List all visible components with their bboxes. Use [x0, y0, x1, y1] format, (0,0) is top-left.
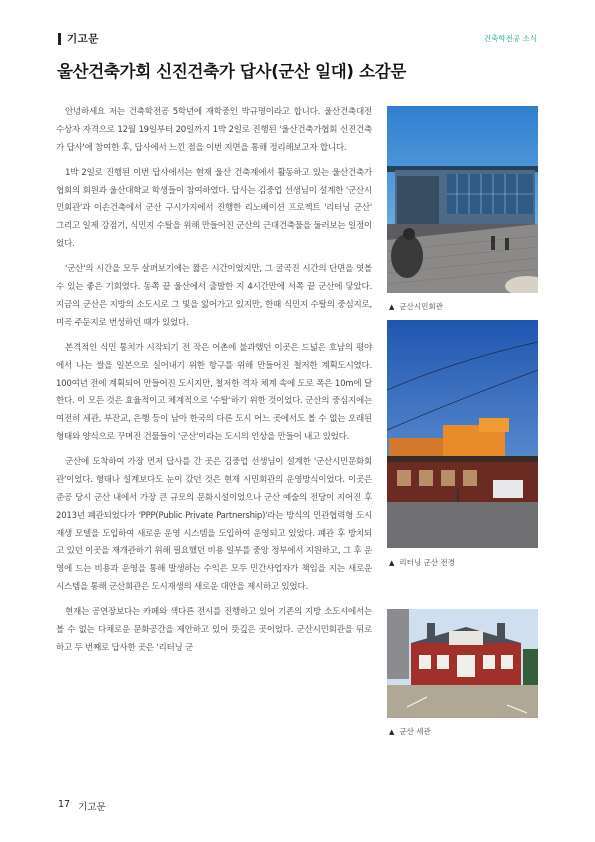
section-header — [58, 31, 99, 46]
photo-returning-gunsan — [387, 320, 538, 548]
paragraph: 본격적인 식민 통치가 시작되기 전 작은 어촌에 불과했던 이곳은 드넓은 호남의 평야에서 나는 쌀을 일본으로 실어내기 위한 항구를 위해 만들어진 철저한 계획도시였다. 100여년 전에 계획되어 만들어진 도시지만, 철저한 격자 체계 속에 도로 폭은 10m에 달한다. 이 모든 것은 효율적이고 체계적으로 '수탈'하기 위한 것이었다. 군산의 중심지에는 여전히 세관, 부잔교, 은행 등이 남아 한국의 다른 도시 어느 곳에서도 볼 수 없는 오래된 형태와 양식으로 꾸며진 건물들이 '군산'이라는 도시의 인상을 만들어 내고 있었다. — [56, 343, 372, 443]
paragraph: 1박 2일로 진행된 이번 답사에서는 현재 울산 건축계에서 활동하고 있는 울산건축가협회의 회원과 울산대학교 학생들이 참여하였다. 답사는 김중업 선생님이 설계한 '군산시민회관'과 이손건축에서 군산 구시가지에서 진행한 리노베이션 프로젝트 '리터닝 군산' 그리고 일제 강점기, 식민지 수탈을 위해 만들어진 군산의 근대건축물을 둘러보는 일정이었다. — [56, 167, 372, 250]
page-footer — [58, 799, 106, 813]
paragraph: 현재는 공연장보다는 카페와 색다른 전시를 진행하고 있어 기존의 지방 소도시에서는 볼 수 없는 다채로운 문화공간을 제안하고 있어 뜻깊은 곳이었다. 군산시민회관을 뒤로 하고 두 번째로 답사한 곳은 '리터닝 군 — [56, 607, 372, 653]
triangle-up-icon: ▲ — [389, 558, 395, 567]
category-label: 건축학전공 소식 — [483, 34, 537, 43]
photo-customs-house — [387, 609, 538, 718]
section-label: 기고문 — [67, 33, 99, 45]
paragraph: 군산에 도착하여 가장 먼저 답사를 간 곳은 김중업 선생님이 설계한 '군산시민문화회관'이었다. 형태나 설계보다도 눈이 갔던 것은 현재 시민회관의 운영방식이었다. 이곳은 준공 당시 군산 내에서 가장 큰 규모의 문화시설이었으나 군산 예술의 전당이 지어진 후 2013년 폐관되었다가 'PPP(Public Private Partnership)'라는 방식의 민관협력형 도시재생 모델을 도입하여 새로운 운영 시스템을 도입하여 운영되고 있었다. 폐관 후 방치되고 있던 이곳을 재개관하기 위해 필요했던 비용 일부를 중앙 정부에서 지원하고, 그 후 운영에 드는 비용과 운영을 통해 발생하는 수익은 모두 민간사업자가 책임을 지는 새로운 시스템을 통해 군산회관은 도시재생의 새로운 대안을 제시하고 있었다. — [56, 457, 372, 592]
article-title: 울산건축가회 신진건축가 답사(군산 일대) 소감문 — [57, 62, 407, 81]
triangle-up-icon: ▲ — [389, 727, 395, 736]
paragraph: 안녕하세요 저는 건축학전공 5학년에 재학중인 박규명이라고 합니다. 울산건축대전 수상자 자격으로 12월 19일부터 20일까지 1박 2일로 진행된 '울산건축가협회 신진건축가 답사'에 참여한 후, 답사에서 느낀 점을 이번 지면을 통해 정리해보고자 합니다. — [56, 107, 372, 153]
section-marker — [58, 33, 61, 45]
paragraph: '군산'의 시간을 모두 살펴보기에는 짧은 시간이었지만, 그 굴곡진 시간의 단면을 엿볼 수 있는 좋은 기회였다. 동쪽 끝 울산에서 출발한 지 4시간만에 서쪽 끝 군산에 닿았다. 지금의 군산은 지방의 소도시로 그 빛을 잃어가고 있지만, 한때 식민지 수탈의 중심지로, 미곡 주둔지로 번성하던 때가 있었다. — [56, 264, 372, 328]
triangle-up-icon: ▲ — [389, 302, 395, 311]
article-body — [56, 104, 372, 665]
footer-section: 기고문 — [78, 802, 106, 813]
photo-civic-hall — [387, 106, 538, 293]
photo-caption: ▲ 리터닝 군산 전경 — [389, 558, 455, 567]
page-number: 17 — [58, 799, 71, 810]
photo-caption: ▲ 군산시민회관 — [389, 302, 443, 311]
photo-caption: ▲ 군산 세관 — [389, 727, 431, 736]
